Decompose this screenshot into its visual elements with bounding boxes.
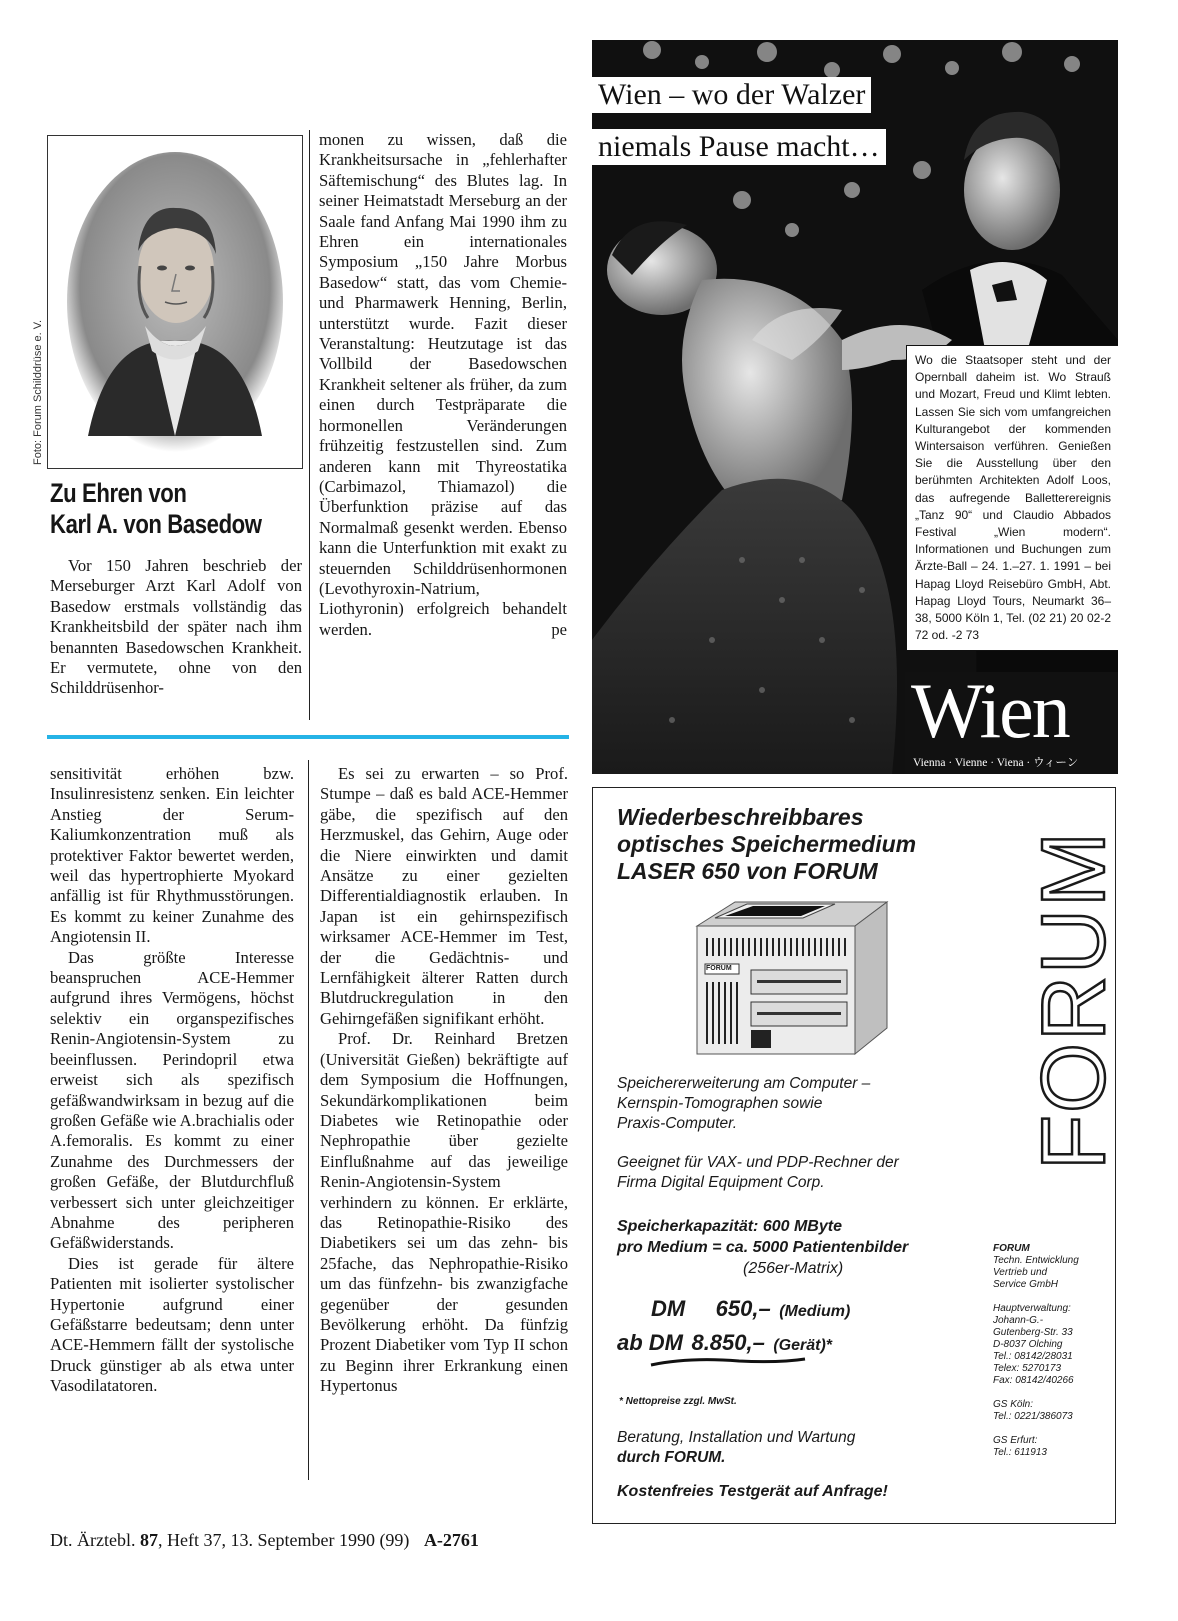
article-signature: pe: [551, 620, 567, 640]
vienna-advertisement: [592, 40, 1118, 774]
forum-capacity-line: Speicherkapazität: 600 MByte: [617, 1218, 842, 1235]
forum-text-line: Kernspin-Tomographen sowie: [617, 1095, 823, 1112]
forum-capacity: [617, 1216, 908, 1279]
forum-price-device: [617, 1330, 832, 1356]
section-divider-rule: [47, 735, 569, 739]
price-label: (Gerät)*: [773, 1337, 832, 1354]
forum-headline-line: Wiederbeschreibbares: [617, 804, 864, 830]
address-line: Gutenberg-Str. 33: [993, 1327, 1073, 1338]
forum-service-line: durch FORUM.: [617, 1449, 726, 1466]
forum-address: [993, 1243, 1108, 1459]
device-brand-label: FORUM: [706, 965, 732, 972]
forum-closing: Kostenfreies Testgerät auf Anfrage!: [617, 1483, 888, 1500]
vienna-headline-line1: Wien – wo der Walzer: [592, 77, 871, 113]
address-line: Tel.: 0221/386073: [993, 1411, 1073, 1422]
vienna-ad-text: Wo die Staatsoper steht und der Opernball daheim ist. Wo Strauß und Mozart, Freud und Klimt lebten. Lassen Sie sich vom umfangreichen Kulturangebot der kommenden Wintersaison verführen. Genießen Sie die Ausstellung über den berühmten Architekten Adolf Loos, das aufregende Balletterereignis „Tanz 90“ und Claudio Abbados Festival „Wien modern“. Informationen und Buchungen zum Ärzte-Ball – 24. 1.–27. 1. 1991 – bei Hapag Lloyd Reisebüro GmbH, Abt. Hapag Lloyd Tours, Neumarkt 36–38, 5000 Köln 1, Tel. (02 21) 20 02-2 72 od. -2 73: [906, 345, 1118, 651]
forum-advertisement: [592, 787, 1124, 1524]
price-value: 8.850,–: [691, 1330, 765, 1355]
article-bottom-column-1: [50, 764, 294, 1397]
portrait-photo-frame: [47, 135, 303, 469]
address-line: Tel.: 08142/28031: [993, 1351, 1073, 1362]
forum-headline: [617, 804, 997, 885]
forum-text-line: Praxis-Computer.: [617, 1115, 738, 1132]
laser-650-device-image: [675, 896, 895, 1058]
price-underline-stroke: [649, 1355, 809, 1375]
forum-footnote: * Nettopreise zzgl. MwSt.: [619, 1396, 737, 1407]
article-bottom-paragraph: Dies ist gerade für ältere Patienten mit isolierter systolischer Hypertonie aufgrund einer Gefäßstarre bedeutsam; denn unter ACE-Hemmern fällt der systolische Druck günstiger ab als etwa unter Vasodilatatoren.: [50, 1253, 294, 1396]
footer-journal: Dt. Ärztebl.: [50, 1530, 136, 1550]
forum-text-line: Firma Digital Equipment Corp.: [617, 1174, 825, 1191]
photo-credit: Foto: Forum Schilddrüse e. V.: [32, 319, 44, 465]
vienna-logo-subtitle: Vienna · Vienne · Viena · ウィーン: [913, 757, 1079, 769]
article-headline-line2: Karl A. von Basedow: [50, 509, 262, 539]
address-line: [993, 1423, 1108, 1435]
vienna-logo: [905, 667, 1118, 774]
forum-price-medium: [651, 1296, 850, 1322]
forum-headline-line: optisches Speichermedium: [617, 831, 917, 857]
forum-text-block-1: [617, 1074, 870, 1134]
forum-capacity-line: pro Medium = ca. 5000 Patientenbilder: [617, 1239, 909, 1256]
forum-vertical-logo: FORUM: [1024, 830, 1124, 1170]
address-line: Vertrieb und: [993, 1267, 1048, 1278]
article-bottom-paragraph: Das größte Interesse beanspruchen ACE-Hemmer aufgrund ihres Vermögens, höchst selektiv ein organspezifisches Renin-Angiotensin-System zu beeinflussen. Perindopril etwa erweist sich als spezifisch gefäßwandwirksam in bezug auf die großen Gefäße wie A.brachialis oder A.femoralis. Es kommt zu einer Zunahme des Durchmessers der großen Gefäße, der Blutdurchfluß verbessert sich unter gleichzeitiger Abnahme des peripheren Gefäßwiderstands.: [50, 947, 294, 1253]
article-top-paragraph-1: Vor 150 Jahren beschrieb der Merseburger Arzt Karl Adolf von Basedow erstmals vollständig das Krankheitsbild der später nach ihm benannten Basedowschen Krankheit. Er vermutete, ohne von den Schilddrüsenhor-: [50, 556, 302, 698]
forum-text-line: Geeignet für VAX- und PDP-Rechner der: [617, 1154, 899, 1171]
footer-page-number: A-2761: [423, 1530, 479, 1550]
address-line: Techn. Entwicklung: [993, 1255, 1079, 1266]
address-line: Hauptverwaltung:: [993, 1303, 1071, 1314]
address-line: FORUM: [993, 1243, 1030, 1254]
article-headline-line1: Zu Ehren von: [50, 478, 187, 508]
address-line: GS Köln:: [993, 1399, 1034, 1410]
page-footer: [50, 1530, 479, 1551]
article-top-column-2: [319, 130, 567, 641]
forum-headline-line: LASER 650 von FORUM: [617, 858, 878, 884]
vienna-logo-word: Wien: [911, 667, 1069, 754]
price-currency: DM: [651, 1296, 686, 1321]
address-line: Johann-G.-: [993, 1315, 1044, 1326]
article-bottom-paragraph: Es sei zu erwarten – so Prof. Stumpe – daß es bald ACE-Hemmer gäbe, die spezifisch auf den Herzmuskel, das Gehirn, Auge oder die Niere einwirkten und damit Ansätze zu einer gezielten Differentialdiagnostik erlauben. In Japan ist ein gehirnspezifisch wirksamer ACE-Hemmer im Test, der die Gedächtnis- und Lernfähigkeit älterer Ratten durch Blutdruckregulation in den Gehirngefäßen signifikant erhöht.: [320, 764, 568, 1028]
column-divider-top: [309, 130, 310, 720]
footer-volume: 87: [139, 1530, 158, 1550]
portrait-image: [48, 136, 302, 468]
address-line: [993, 1291, 1108, 1303]
article-top-column-1: [50, 556, 302, 699]
address-line: [993, 1387, 1108, 1399]
forum-service: [617, 1428, 855, 1468]
article-top-paragraph-2: monen zu wissen, daß die Krankheitsursache in „fehlerhafter Säftemischung“ des Blutes lag. In seiner Heimatstadt Merseburg an der Saale fand Anfang Mai 1990 ihm zu Ehren ein internationales Symposium „150 Jahre Morbus Basedow“ statt, das vom Chemie- und Pharmawerk Henning, Berlin, unterstützt wurde. Fazit dieser Veranstaltung: Heutzutage ist das Vollbild der Basedowschen Krankheit seltener als früher, da zum einen durch Testpräparate die hormonellen Veränderungen frühzeitig festzustellen sind. Zum anderen kann mit Thyreostatika (Carbimazol, Thiamazol) die Überfunktion präzise auf das Normalmaß gesenkt werden. Ebenso kann die Unterfunktion mit exakt zu steuernden Schilddrüsenhormonen (Levothyroxin-Natrium, Liothyronin) erfolgreich behandelt werden.: [319, 130, 567, 639]
address-line: Tel.: 611913: [993, 1447, 1047, 1458]
address-line: D-8037 Olching: [993, 1339, 1063, 1350]
article-bottom-column-2: [320, 764, 568, 1397]
address-line: Service GmbH: [993, 1279, 1059, 1290]
address-line: Telex: 5270173: [993, 1363, 1062, 1374]
forum-service-line: Beratung, Installation und Wartung: [617, 1429, 856, 1446]
vienna-headline-line2: niemals Pause macht…: [592, 129, 886, 165]
article-bottom-paragraph: sensitivität erhöhen bzw. Insulinresistenz senken. Ein leichter Anstieg der Serum-Kaliumkonzentration muß als protektiver Faktor bewertet werden, weil das hypertrophierte Myokard anfällig ist für Rhythmusstörungen. Es kommt zu keiner Zunahme des Angiotensin II.: [50, 764, 294, 947]
footer-issue: , Heft 37, 13. September 1990 (99): [157, 1530, 410, 1550]
address-line: GS Erfurt:: [993, 1435, 1038, 1446]
forum-capacity-line: (256er-Matrix): [743, 1260, 844, 1277]
column-divider-bottom: [308, 760, 309, 1480]
price-label: (Medium): [779, 1303, 851, 1320]
article-bottom-paragraph: Prof. Dr. Reinhard Bretzen (Universität Gießen) bekräftigte auf dem Symposium die Hoffnungen, Sekundärkomplikationen beim Diabetes wie Retinopathie oder Nephropathie über gezielte Einflußnahme auf das jeweilige Renin-Angiotensin-System verhindern zu können. Er erklärte, das Retinopathie-Risiko des Diabetikers sei um das zehn- bis 25fache, das Nephropathie-Risiko um das fünfzehn- bis zwanzigfache gegenüber der gesunden Bevölkerung erhöht. Da fünfzig Prozent Diabetiker vom Typ II schon zu Beginn ihrer Erkrankung einen Hypertonus: [320, 1029, 568, 1396]
forum-text-block-2: [617, 1153, 899, 1193]
address-line: Fax: 08142/40266: [993, 1375, 1074, 1386]
forum-text-line: Speichererweiterung am Computer –: [617, 1075, 871, 1092]
price-currency: ab DM: [617, 1330, 683, 1355]
price-value: 650,–: [715, 1296, 771, 1321]
